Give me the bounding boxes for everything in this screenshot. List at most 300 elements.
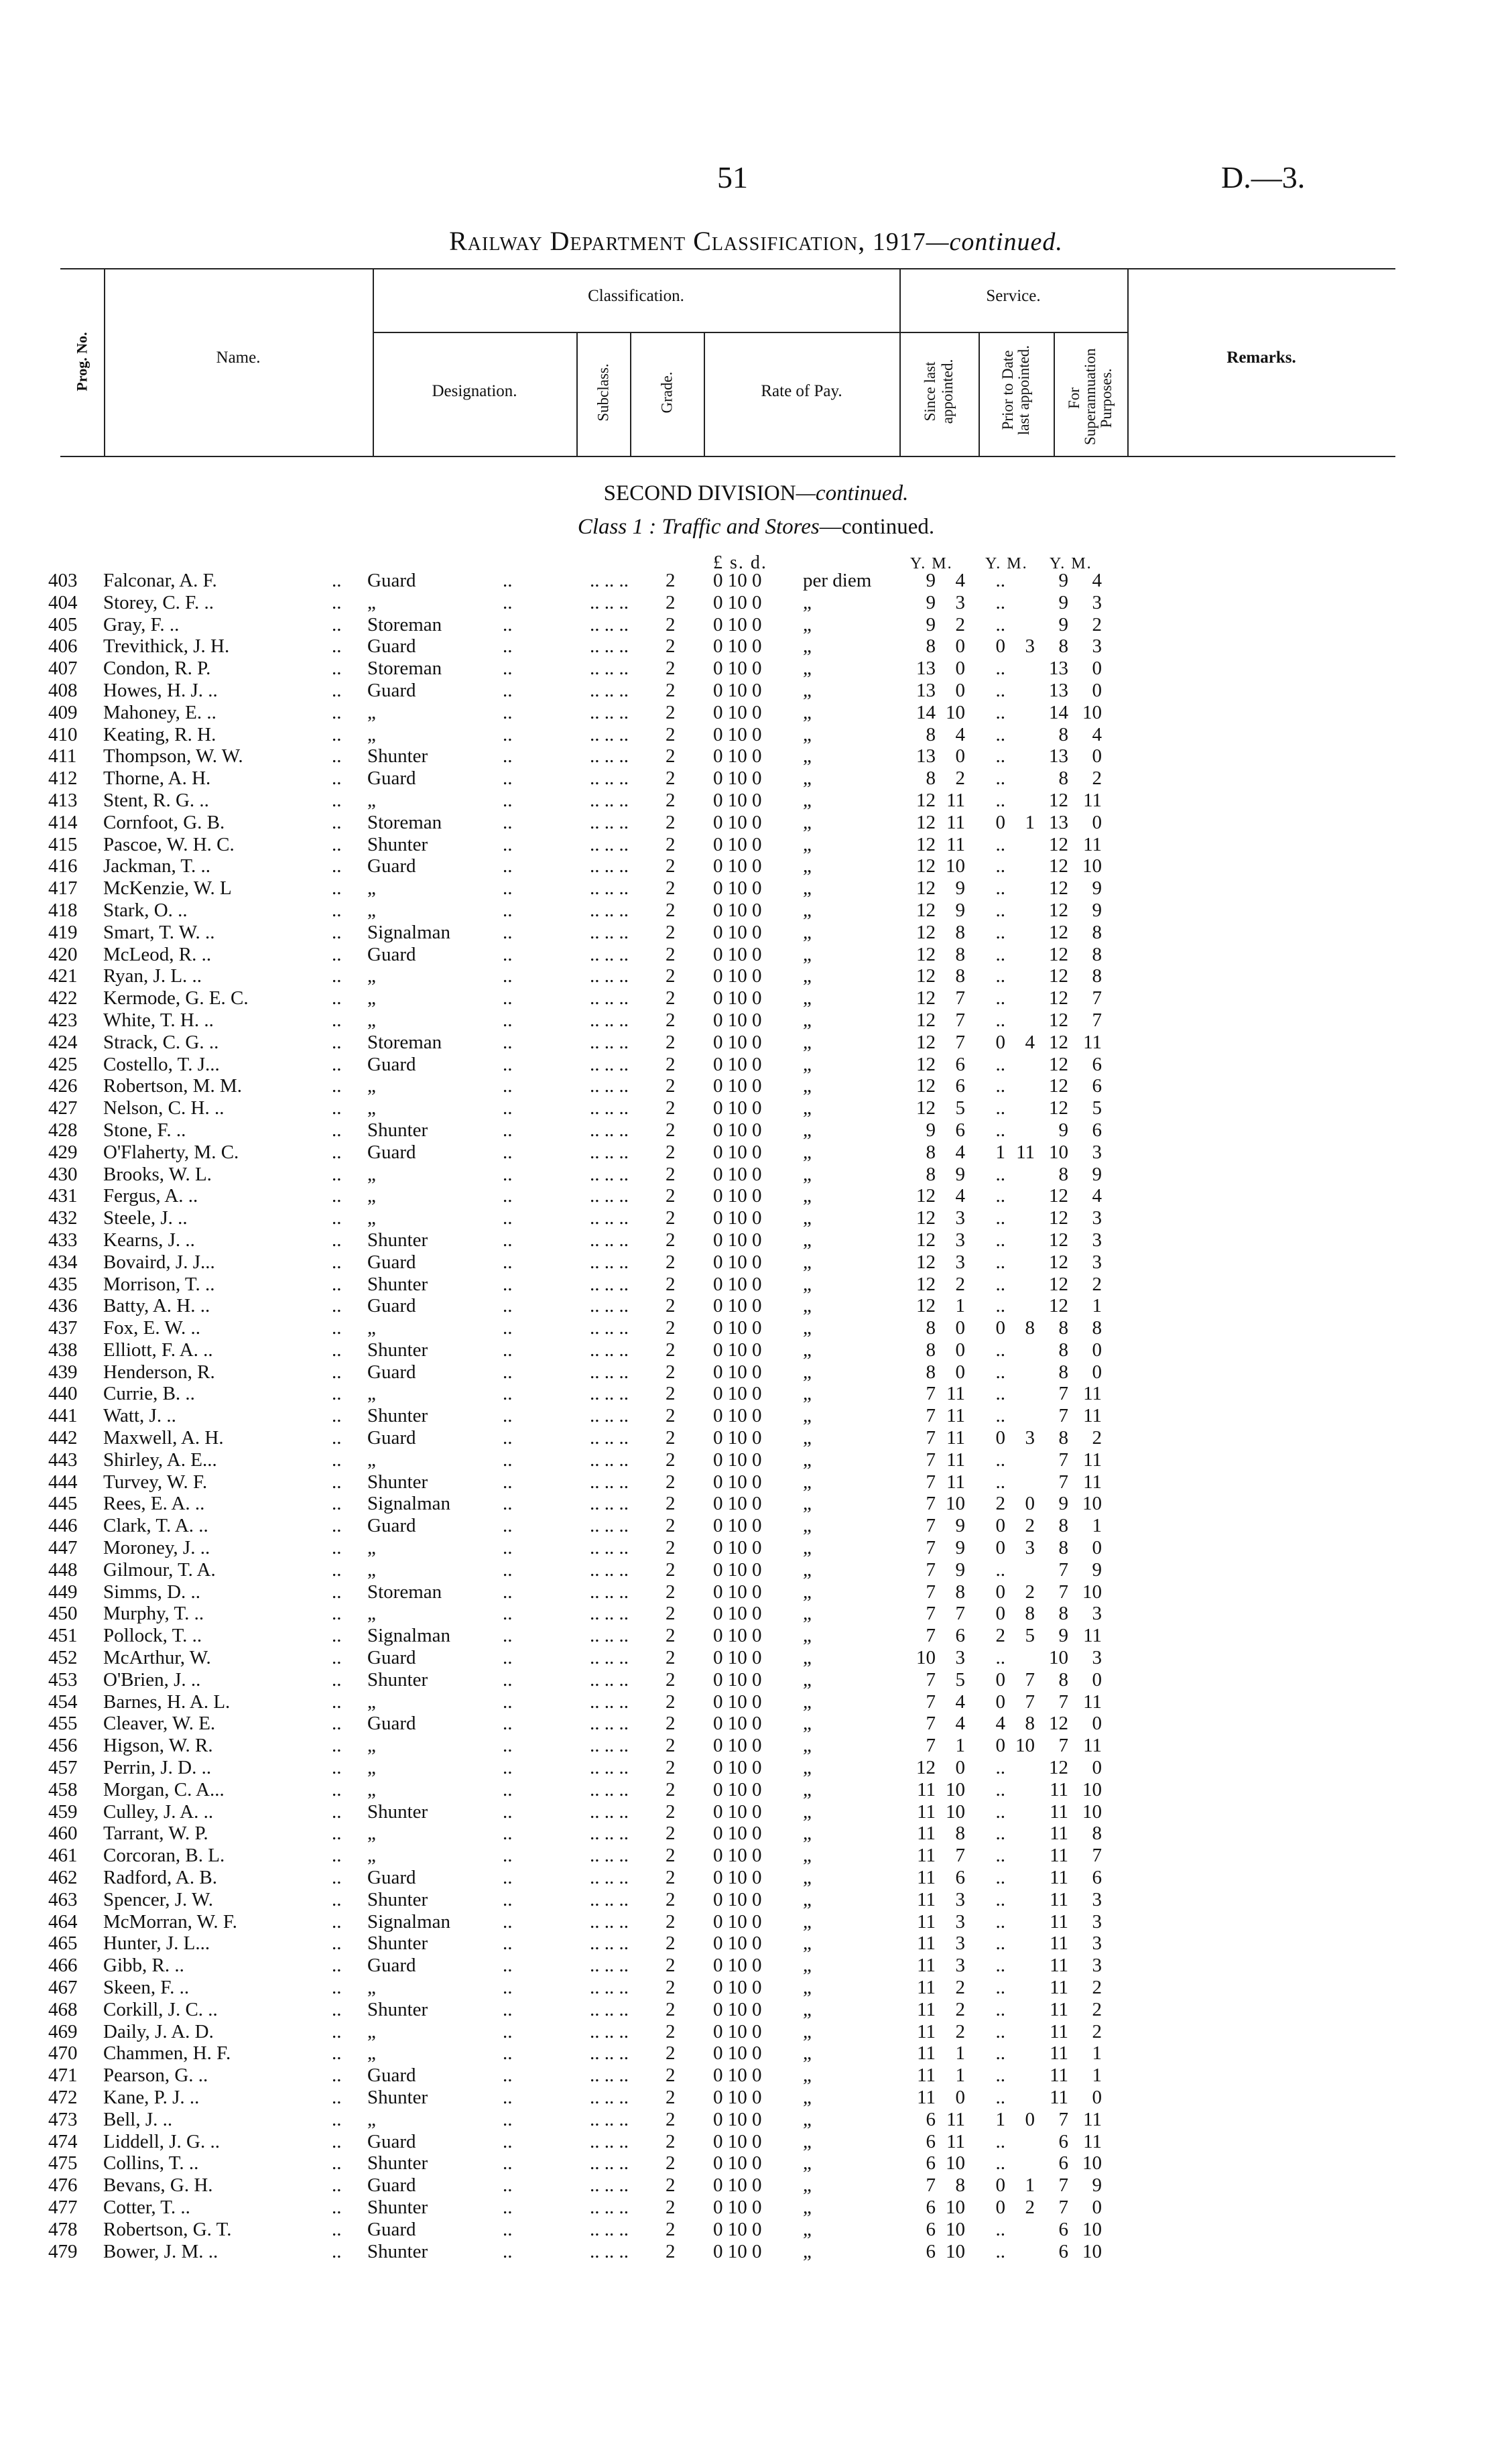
cell-super-months: 11 [1083,1625,1102,1647]
cell-prog-no: 441 [48,1405,78,1427]
cell-leader-dots: .. [332,1910,342,1932]
cell-designation: „ [367,1185,376,1207]
cell-pay-unit: „ [803,2108,812,2130]
cell-rate-of-pay: 0 10 0 [713,1207,762,1229]
cell-since-months: 5 [955,1668,965,1691]
cell-name: Bovaird, J. J... [103,1251,215,1273]
cell-rate-of-pay: 0 10 0 [713,2152,762,2174]
cell-since-months: 6 [955,1867,965,1889]
cell-prior-years: .. [995,701,1005,723]
cell-grade: 2 [666,1361,676,1383]
cell-leader-dots: .. .. .. [590,1141,629,1163]
table-row [0,1229,1512,1251]
cell-name: Hunter, J. L... [103,1932,210,1955]
cell-since-months: 3 [955,1910,965,1932]
cell-rate-of-pay: 0 10 0 [713,1031,762,1053]
cell-prior-months: 5 [1025,1625,1035,1647]
cell-leader-dots: .. .. .. [590,2065,629,2087]
table-row [0,1185,1512,1207]
cell-grade: 2 [666,1910,676,1932]
cell-prior-years: .. [995,899,1005,921]
cell-leader-dots: .. [332,1932,342,1955]
cell-since-months: 8 [955,965,965,987]
cell-name: O'Brien, J. .. [103,1668,201,1691]
cell-super-months: 10 [1082,1778,1102,1800]
table-row [0,1713,1512,1735]
cell-leader-dots: .. [332,2020,342,2042]
cell-prior-years: .. [995,1273,1005,1295]
cell-super-months: 11 [1083,1691,1102,1713]
cell-designation: „ [367,1845,376,1867]
cell-super-months: 7 [1092,1845,1102,1867]
cell-prior-years: .. [995,1339,1005,1361]
cell-super-months: 11 [1083,2108,1102,2130]
cell-prog-no: 452 [48,1647,78,1669]
cell-super-years: 7 [1058,2108,1068,2130]
cell-prog-no: 473 [48,2108,78,2130]
cell-grade: 2 [666,2108,676,2130]
table-row [0,1471,1512,1493]
cell-leader-dots: .. .. .. [590,833,629,855]
page-title [0,225,1512,257]
cell-rate-of-pay: 0 10 0 [713,1823,762,1845]
cell-leader-dots: .. .. .. [590,1493,629,1515]
cell-since-years: 9 [926,613,936,635]
cell-rate-of-pay: 0 10 0 [713,1119,762,1141]
cell-leader-dots: .. .. .. [590,635,629,658]
table-row [0,2241,1512,2263]
cell-grade: 2 [666,1119,676,1141]
cell-prog-no: 442 [48,1427,78,1449]
cell-grade: 2 [666,1955,676,1977]
cell-super-months: 3 [1092,1207,1102,1229]
cell-super-years: 11 [1050,1932,1068,1955]
cell-pay-unit: „ [803,2042,812,2065]
cell-since-years: 12 [916,1229,936,1251]
cell-grade: 2 [666,1823,676,1845]
cell-name: Smart, T. W. .. [103,921,215,943]
cell-rate-of-pay: 0 10 0 [713,1668,762,1691]
cell-name: Stark, O. .. [103,899,188,921]
cell-pay-unit: „ [803,1383,812,1405]
cell-designation: Shunter [367,1229,428,1251]
cell-leader-dots: .. [503,701,513,723]
cell-leader-dots: .. [503,1647,513,1669]
cell-leader-dots: .. [332,2174,342,2197]
cell-rate-of-pay: 0 10 0 [713,1998,762,2020]
cell-grade: 2 [666,1625,676,1647]
cell-leader-dots: .. .. .. [590,1647,629,1669]
cell-super-months: 6 [1092,1053,1102,1075]
cell-since-years: 7 [926,1735,936,1757]
cell-leader-dots: .. [503,1778,513,1800]
cell-rate-of-pay: 0 10 0 [713,1493,762,1515]
cell-designation: Guard [367,943,416,965]
cell-leader-dots: .. [332,1800,342,1823]
cell-super-months: 0 [1092,1668,1102,1691]
cell-prog-no: 453 [48,1668,78,1691]
cell-prior-years: 1 [995,2108,1005,2130]
cell-prior-months: 11 [1016,1141,1035,1163]
cell-grade: 2 [666,1735,676,1757]
cell-designation: „ [367,965,376,987]
cell-name: White, T. H. .. [103,1009,214,1031]
cell-leader-dots: .. [503,1009,513,1031]
cell-prog-no: 410 [48,723,78,745]
cell-grade: 2 [666,811,676,833]
cell-pay-unit: „ [803,1075,812,1097]
cell-pay-unit: „ [803,658,812,680]
cell-pay-unit: „ [803,833,812,855]
cell-since-months: 9 [955,877,965,900]
table-row [0,1383,1512,1405]
cell-rate-of-pay: 0 10 0 [713,1558,762,1581]
cell-pay-unit: „ [803,987,812,1009]
cell-super-years: 7 [1058,1471,1068,1493]
cell-prog-no: 404 [48,591,78,613]
cell-name: Costello, T. J... [103,1053,220,1075]
cell-grade: 2 [666,2065,676,2087]
cell-rate-of-pay: 0 10 0 [713,965,762,987]
cell-grade: 2 [666,1757,676,1779]
cell-grade: 2 [666,1515,676,1537]
cell-grade: 2 [666,921,676,943]
cell-super-months: 0 [1092,745,1102,768]
cell-since-years: 11 [917,1867,936,1889]
cell-leader-dots: .. [332,1317,342,1339]
cell-prog-no: 418 [48,899,78,921]
cell-grade: 2 [666,1207,676,1229]
title-year: 1917 [872,228,926,256]
cell-super-years: 10 [1049,1647,1068,1669]
cell-leader-dots: .. [332,1207,342,1229]
cell-pay-unit: „ [803,877,812,900]
cell-since-years: 12 [916,1097,936,1119]
cell-since-years: 6 [926,2152,936,2174]
cell-super-months: 11 [1083,1735,1102,1757]
cell-prog-no: 475 [48,2152,78,2174]
cell-prior-years: .. [995,570,1005,591]
cell-leader-dots: .. [503,2196,513,2218]
cell-since-months: 8 [955,2174,965,2197]
cell-name: McArthur, W. [103,1647,211,1669]
cell-leader-dots: .. [332,2196,342,2218]
cell-leader-dots: .. [503,1955,513,1977]
cell-leader-dots: .. [503,1691,513,1713]
cell-super-years: 8 [1058,1515,1068,1537]
cell-grade: 2 [666,1449,676,1471]
cell-name: Morrison, T. .. [103,1273,215,1295]
cell-rate-of-pay: 0 10 0 [713,1910,762,1932]
cell-leader-dots: .. .. .. [590,987,629,1009]
cell-rate-of-pay: 0 10 0 [713,1405,762,1427]
header-rate-of-pay: Rate of Pay. [761,382,842,400]
cell-prog-no: 426 [48,1075,78,1097]
cell-designation: „ [367,1778,376,1800]
title-cont: —continued. [926,228,1063,256]
cell-since-years: 7 [926,1603,936,1625]
cell-leader-dots: .. [503,2065,513,2087]
cell-since-months: 3 [955,1207,965,1229]
cell-super-years: 6 [1058,2218,1068,2240]
cell-name: Radford, A. B. [103,1867,217,1889]
cell-designation: „ [367,1691,376,1713]
cell-prog-no: 444 [48,1471,78,1493]
cell-leader-dots: .. .. .. [590,1867,629,1889]
cell-prior-years: .. [995,1778,1005,1800]
cell-since-years: 12 [916,1053,936,1075]
cell-since-years: 11 [917,1977,936,1998]
cell-leader-dots: .. .. .. [590,1251,629,1273]
cell-super-months: 3 [1092,1955,1102,1977]
cell-leader-dots: .. [332,2086,342,2108]
cell-rate-of-pay: 0 10 0 [713,1097,762,1119]
table-row [0,702,1512,724]
cell-prog-no: 415 [48,833,78,855]
cell-leader-dots: .. [332,679,342,701]
table-row [0,1581,1512,1603]
cell-since-months: 2 [955,2020,965,2042]
cell-leader-dots: .. [332,1361,342,1383]
cell-prior-years: 0 [995,1031,1005,1053]
cell-rate-of-pay: 0 10 0 [713,2065,762,2087]
cell-super-months: 0 [1092,1537,1102,1559]
cell-leader-dots: .. [332,1713,342,1735]
table-row [0,2042,1512,2065]
cell-prior-years: 0 [995,1317,1005,1339]
cell-super-months: 10 [1082,855,1102,877]
cell-pay-unit: „ [803,1031,812,1053]
table-row [0,1999,1512,2021]
cell-super-years: 12 [1049,921,1068,943]
table-row [0,1207,1512,1229]
cell-grade: 2 [666,1977,676,1998]
cell-super-years: 7 [1058,1581,1068,1603]
cell-prog-no: 460 [48,1823,78,1845]
cell-leader-dots: .. [332,1977,342,1998]
cell-designation: Guard [367,679,416,701]
cell-leader-dots: .. [503,1558,513,1581]
header-service: Service. [986,287,1041,305]
cell-since-years: 7 [926,1427,936,1449]
cell-prior-years: .. [995,1647,1005,1669]
cell-grade: 2 [666,1141,676,1163]
cell-since-years: 11 [917,1932,936,1955]
table-row [0,1691,1512,1713]
cell-super-months: 11 [1083,1383,1102,1405]
cell-name: Robertson, G. T. [103,2218,232,2240]
cell-designation: Guard [367,1867,416,1889]
cell-leader-dots: .. [503,1339,513,1361]
cell-since-months: 2 [955,768,965,790]
col-rule-8 [1054,332,1055,456]
cell-since-months: 7 [955,1603,965,1625]
cell-grade: 2 [666,1471,676,1493]
cell-super-months: 11 [1083,833,1102,855]
cell-since-years: 11 [917,1910,936,1932]
cell-leader-dots: .. .. .. [590,1998,629,2020]
table-row [0,1932,1512,1955]
table-row [0,2197,1512,2219]
cell-name: Batty, A. H. .. [103,1295,210,1317]
cell-designation: Shunter [367,1119,428,1141]
cell-since-months: 3 [955,1932,965,1955]
cell-pay-unit: „ [803,768,812,790]
cell-leader-dots: .. [503,789,513,811]
cell-prior-years: .. [995,2020,1005,2042]
cell-since-years: 7 [926,2174,936,2197]
cell-name: Stent, R. G. .. [103,789,209,811]
cell-leader-dots: .. [503,943,513,965]
cell-prior-years: .. [995,1295,1005,1317]
cell-leader-dots: .. .. .. [590,1031,629,1053]
cell-prior-months: 7 [1025,1668,1035,1691]
cell-since-months: 3 [955,591,965,613]
cell-grade: 2 [666,2020,676,2042]
cell-name: Tarrant, W. P. [103,1823,208,1845]
cell-since-months: 9 [955,1515,965,1537]
cell-pay-unit: „ [803,723,812,745]
cell-leader-dots: .. [503,1273,513,1295]
cell-super-months: 1 [1092,1515,1102,1537]
cell-super-years: 12 [1049,965,1068,987]
cell-name: Collins, T. .. [103,2152,199,2174]
cell-since-months: 10 [946,2152,965,2174]
cell-since-years: 14 [916,701,936,723]
cell-leader-dots: .. .. .. [590,2042,629,2065]
cell-prog-no: 469 [48,2020,78,2042]
cell-since-months: 4 [955,570,965,591]
cell-leader-dots: .. [503,1515,513,1537]
cell-grade: 2 [666,768,676,790]
cell-prior-years: .. [995,1910,1005,1932]
cell-leader-dots: .. [332,899,342,921]
cell-pay-unit: „ [803,1888,812,1910]
table-row [0,2174,1512,2197]
cell-grade: 2 [666,745,676,768]
cell-leader-dots: .. [503,1625,513,1647]
cell-since-years: 12 [916,855,936,877]
table-row [0,1911,1512,1933]
cell-prog-no: 457 [48,1757,78,1779]
cell-since-months: 4 [955,723,965,745]
cell-leader-dots: .. .. .. [590,789,629,811]
cell-leader-dots: .. [503,1185,513,1207]
units-lsd: £ s. d. [713,552,767,573]
table-row [0,570,1512,592]
cell-designation: Guard [367,2130,416,2152]
cell-leader-dots: .. [332,613,342,635]
cell-leader-dots: .. .. .. [590,1691,629,1713]
cell-designation: „ [367,1097,376,1119]
table-row [0,922,1512,944]
cell-prior-months: 3 [1025,635,1035,658]
cell-since-months: 11 [946,1405,965,1427]
cell-leader-dots: .. .. .. [590,613,629,635]
cell-prior-years: 0 [995,2196,1005,2218]
cell-pay-unit: „ [803,1647,812,1669]
table-row [0,1559,1512,1581]
cell-designation: „ [367,2042,376,2065]
cell-since-years: 9 [926,1119,936,1141]
cell-leader-dots: .. [332,658,342,680]
cell-name: Currie, B. .. [103,1383,195,1405]
cell-super-years: 8 [1058,1361,1068,1383]
cell-rate-of-pay: 0 10 0 [713,1581,762,1603]
cell-prog-no: 478 [48,2218,78,2240]
cell-name: Pearson, G. .. [103,2065,208,2087]
cell-since-months: 7 [955,1845,965,1867]
cell-designation: „ [367,1009,376,1031]
cell-super-months: 0 [1092,679,1102,701]
cell-rate-of-pay: 0 10 0 [713,833,762,855]
cell-pay-unit: „ [803,1493,812,1515]
cell-prior-months: 8 [1025,1317,1035,1339]
cell-since-years: 7 [926,1471,936,1493]
cell-super-years: 8 [1058,723,1068,745]
cell-leader-dots: .. [332,1668,342,1691]
cell-grade: 2 [666,1558,676,1581]
cell-since-years: 7 [926,1691,936,1713]
cell-super-months: 7 [1092,1009,1102,1031]
cell-leader-dots: .. [332,1955,342,1977]
cell-since-years: 12 [916,877,936,900]
cell-since-months: 11 [946,811,965,833]
cell-grade: 2 [666,987,676,1009]
cell-since-months: 3 [955,1251,965,1273]
cell-prog-no: 431 [48,1185,78,1207]
cell-leader-dots: .. [332,987,342,1009]
cell-since-months: 5 [955,1097,965,1119]
cell-designation: Shunter [367,1932,428,1955]
cell-leader-dots: .. [332,943,342,965]
cell-leader-dots: .. [503,591,513,613]
cell-super-months: 4 [1092,723,1102,745]
cell-leader-dots: .. [503,1207,513,1229]
cell-super-months: 2 [1092,613,1102,635]
cell-name: Morgan, C. A... [103,1778,225,1800]
cell-pay-unit: „ [803,1778,812,1800]
cell-since-years: 8 [926,1317,936,1339]
cell-rate-of-pay: 0 10 0 [713,921,762,943]
cell-leader-dots: .. .. .. [590,1361,629,1383]
cell-name: Elliott, F. A. .. [103,1339,213,1361]
cell-prog-no: 417 [48,877,78,900]
cell-grade: 2 [666,1383,676,1405]
cell-grade: 2 [666,1405,676,1427]
cell-rate-of-pay: 0 10 0 [713,635,762,658]
cell-leader-dots: .. .. .. [590,1427,629,1449]
cell-leader-dots: .. .. .. [590,811,629,833]
cell-leader-dots: .. .. .. [590,1053,629,1075]
cell-rate-of-pay: 0 10 0 [713,1185,762,1207]
cell-rate-of-pay: 0 10 0 [713,1713,762,1735]
cell-grade: 2 [666,877,676,900]
cell-rate-of-pay: 0 10 0 [713,1075,762,1097]
cell-super-months: 0 [1092,658,1102,680]
cell-super-years: 14 [1049,701,1068,723]
cell-pay-unit: „ [803,1735,812,1757]
cell-rate-of-pay: 0 10 0 [713,2108,762,2130]
cell-prog-no: 461 [48,1845,78,1867]
cell-designation: „ [367,899,376,921]
cell-prior-years: .. [995,1757,1005,1779]
cell-since-months: 3 [955,1888,965,1910]
cell-grade: 2 [666,658,676,680]
cell-leader-dots: .. .. .. [590,570,629,591]
cell-leader-dots: .. [332,1735,342,1757]
cell-pay-unit: „ [803,1955,812,1977]
